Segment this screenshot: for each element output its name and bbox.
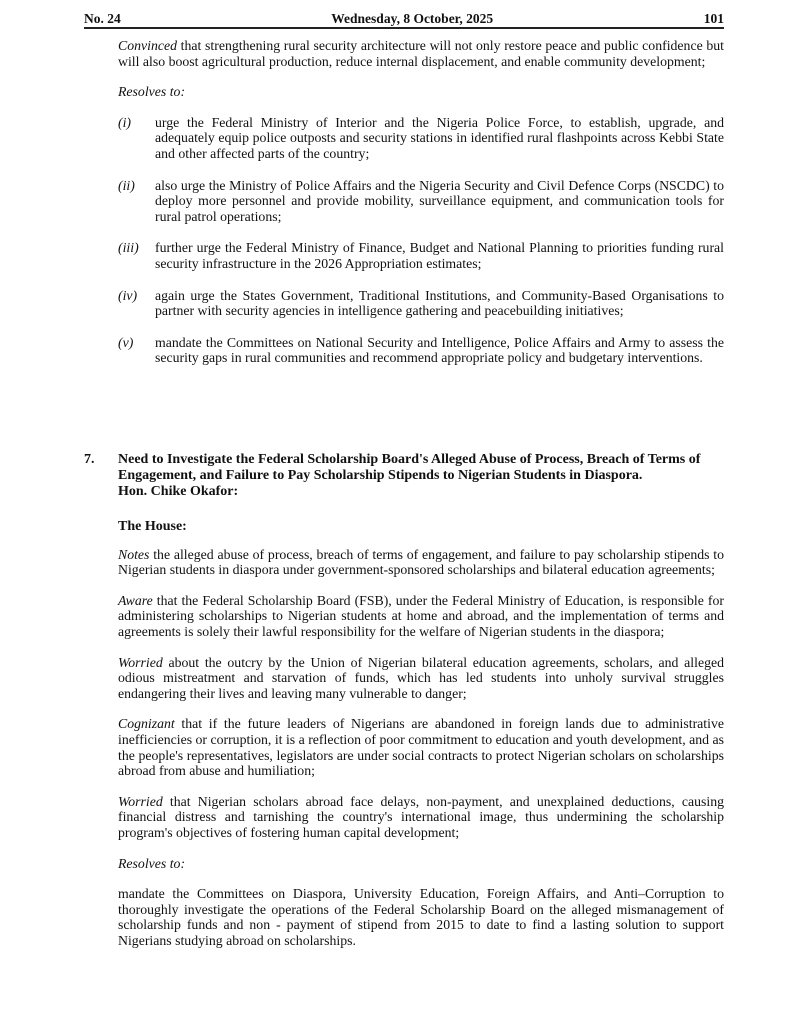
resolution-item xyxy=(118,288,724,319)
item-text: again urge the States Government, Traditional Institutions, and Community-Based Organisations to partner with security agencies in intelligence gathering and peacebuilding initiatives; xyxy=(155,287,724,319)
paragraph-text: that the Federal Scholarship Board (FSB), under the Federal Ministry of Education, is responsible for administering scholarships to Nigerian students at home and abroad, and the implementation of terms and agreements is solely their lawful responsibility for the welfare of Nigerian students in the diaspora; xyxy=(118,592,724,639)
lead-word: Worried xyxy=(118,793,163,809)
issue-number: No. 24 xyxy=(84,11,121,26)
paragraph-text: about the outcry by the Union of Nigerian bilateral education agreements, scholars, and alleged odious mistreatment and starvation of funds, which has led students into unholy survival struggles endangering their lives and leaving many vulnerable to danger; xyxy=(118,654,724,701)
item-number: (iii) xyxy=(118,240,139,256)
resolution-item xyxy=(118,240,724,271)
lead-word: Cognizant xyxy=(118,716,175,732)
item-text: urge the Federal Ministry of Interior and the Nigeria Police Force, to establish, upgrade, and adequately equip police outposts and security stations in identified rural flashpoints across Kebbi State and other affected parts of the country; xyxy=(155,114,724,161)
lead-word: Worried xyxy=(118,654,163,670)
paragraph xyxy=(118,655,724,702)
paragraph xyxy=(118,547,724,578)
resolution-item xyxy=(118,178,724,225)
lead-word: Convinced xyxy=(118,38,178,53)
resolution-item xyxy=(118,335,724,366)
section-sponsor: Hon. Chike Okafor: xyxy=(118,484,239,499)
paragraph-text: that Nigerian scholars abroad face delays, non-payment, and unexplained deductions, causing financial distress and tarnishing the country's international image, thus undermining the scholarship program's objectives of fostering human capital development; xyxy=(118,793,724,840)
item-number: (v) xyxy=(118,334,134,350)
page-header xyxy=(84,10,724,29)
paragraph xyxy=(118,794,724,841)
intro-paragraph xyxy=(118,38,724,69)
item-text: further urge the Federal Ministry of Finance, Budget and National Planning to priorities funding rural security infrastructure in the 2026 Appropriation estimates; xyxy=(155,240,724,271)
final-resolution: mandate the Committees on Diaspora, University Education, Foreign Affairs, and Anti–Corruption to thoroughly investigate the operations of the Federal Scholarship Board on the alleged mismanagement of scholarship funds and non - payment of stipend from 2015 to date to find a lasting solution to support Nigerians studying abroad on scholarships. xyxy=(118,886,724,948)
resolves-heading: Resolves to: xyxy=(118,84,186,100)
section-heading xyxy=(84,452,724,500)
item-number: (i) xyxy=(118,114,132,130)
lead-word: Notes xyxy=(118,546,150,562)
item-number: (iv) xyxy=(118,287,138,303)
item-text: also urge the Ministry of Police Affairs and the Nigeria Security and Civil Defence Corps (NSCDC) to deploy more personnel and provide mobility, surveillance equipment, and communication tools for rural patrol operations; xyxy=(155,177,724,224)
paragraph xyxy=(118,593,724,640)
paragraph-text: that strengthening rural security architecture will not only restore peace and public confidence but will also boost agricultural production, reduce internal displacement, and enable community development; xyxy=(118,38,724,69)
item-number: (ii) xyxy=(118,177,135,193)
resolution-part-2 xyxy=(118,519,724,963)
resolves-heading: Resolves to: xyxy=(118,855,186,871)
paragraph-text: the alleged abuse of process, breach of terms of engagement, and failure to pay scholarship stipends to Nigerian students in diaspora under government-sponsored scholarships and bilateral education agreements; xyxy=(118,546,724,578)
paragraph xyxy=(118,716,724,778)
paragraph-text: that if the future leaders of Nigerians are abandoned in foreign lands due to administrative inefficiencies or corruption, it is a reflection of poor commitment to education and youth development, and as the people's representatives, legislators are under social contracts to protect Nigerian scholars on scholarships abroad from abuse and humiliation; xyxy=(118,716,724,779)
section-number: 7. xyxy=(84,452,95,467)
resolution-part-1 xyxy=(118,38,724,382)
section-title: Need to Investigate the Federal Scholarship Board's Alleged Abuse of Process, Breach of Terms of Engagement, and Failure to Pay Scholarship Stipends to Nigerian Students in Diaspora. xyxy=(118,452,701,483)
resolution-item xyxy=(118,115,724,162)
item-text: mandate the Committees on National Security and Intelligence, Police Affairs and Army to assess the security gaps in rural communities and recommend appropriate policy and budgetary interventions. xyxy=(155,334,724,366)
header-date: Wednesday, 8 October, 2025 xyxy=(331,11,494,26)
the-house-heading: The House: xyxy=(118,519,187,534)
page-number: 101 xyxy=(703,11,724,26)
lead-word: Aware xyxy=(118,592,153,608)
